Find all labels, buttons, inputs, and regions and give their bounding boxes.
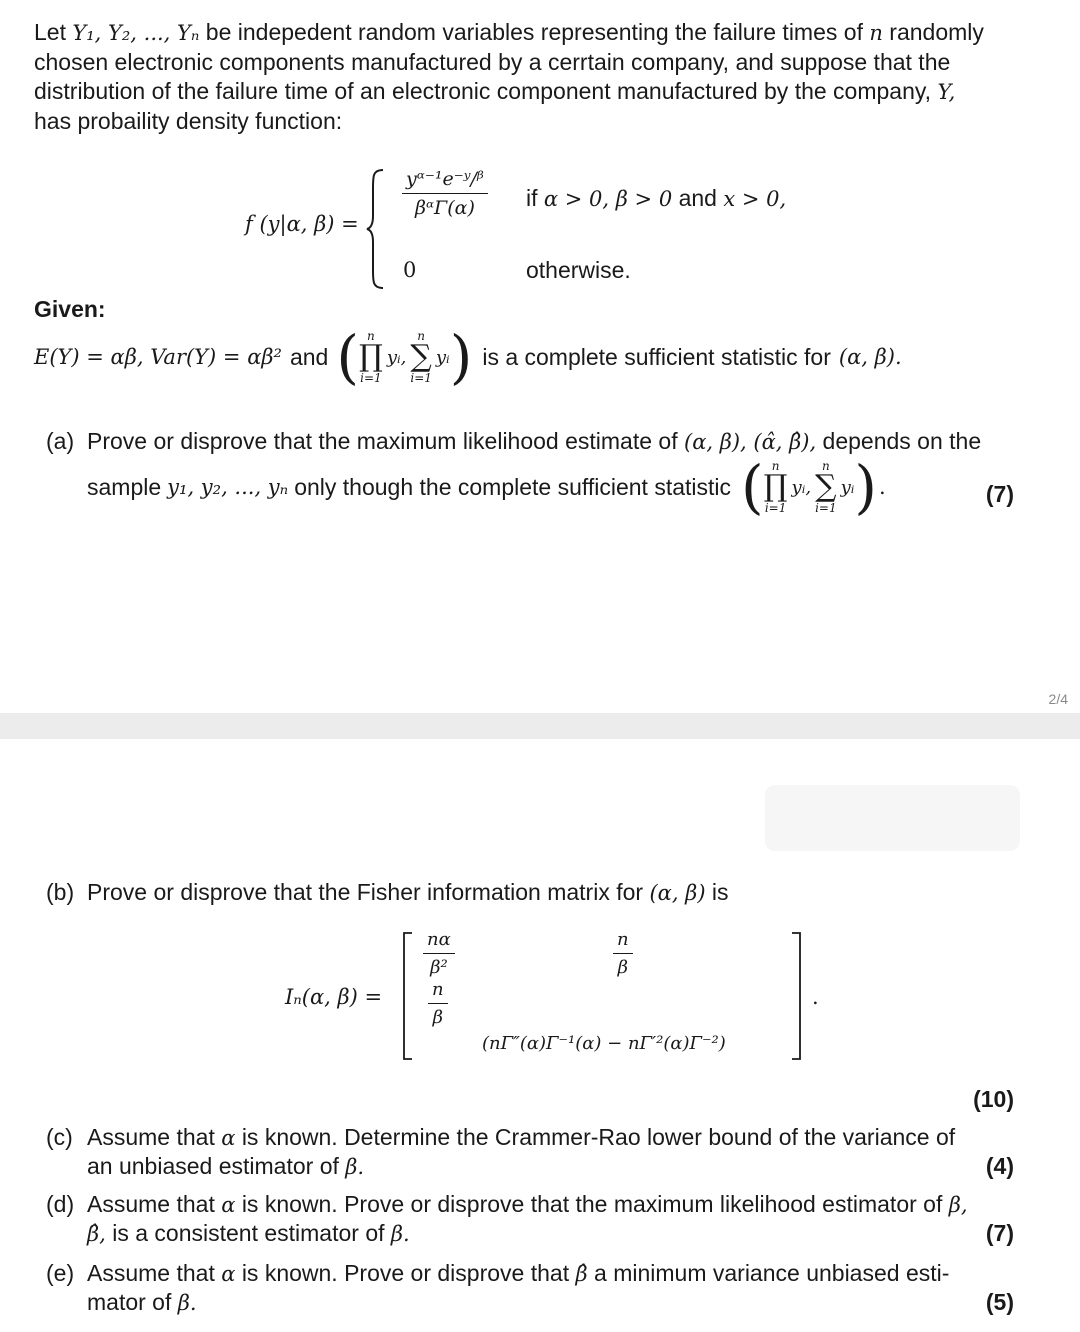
part-e-text: Assume that [87, 1260, 215, 1286]
part-b-label: (b) [46, 879, 75, 905]
sum-symbol: ∑ [815, 469, 837, 504]
matrix-m22: (nΓ″(α)Γ⁻¹(α) − nΓ′²(α)Γ⁻²) [482, 1033, 726, 1054]
part-d-text: is known. Prove or disprove that the maximum likelihood estimator of [241, 1191, 943, 1217]
prod-lower: i=1 [764, 501, 787, 515]
sum-argument: yᵢ [840, 476, 855, 498]
part-c-line-1 [87, 1124, 955, 1151]
alpha-math: α [221, 1193, 236, 1217]
prod-symbol: ∏ [358, 339, 383, 374]
variables-math: Y₁, Y₂, ..., Yₙ [72, 21, 200, 45]
params-math: (α, β). [838, 345, 902, 369]
intro-text: Let [34, 19, 66, 45]
m12-denominator: β [617, 957, 628, 978]
m21-denominator: β [432, 1007, 443, 1028]
left-paren: ( [336, 323, 359, 391]
prod-upper: n [771, 459, 780, 473]
pdf-denominator: βᵅΓ(α) [414, 197, 475, 219]
part-c-text: an unbiased estimator of [87, 1153, 339, 1179]
sum-lower: i=1 [410, 371, 432, 385]
sum-upper: n [417, 329, 425, 343]
beta-hat-math: β̂ [575, 1262, 588, 1286]
intro-text: distribution of the failure time of an electronic component manufactured by the company, [34, 78, 932, 104]
Y-math: Y, [937, 80, 956, 104]
pdf-case-2-value: 0 [403, 258, 417, 282]
n-math: n [869, 21, 883, 45]
part-d-label: (d) [46, 1191, 75, 1217]
pdf-fraction [402, 168, 488, 219]
product-operator [359, 330, 383, 384]
part-d-line-1 [87, 1191, 968, 1218]
alpha-math: α [221, 1262, 236, 1286]
prod-argument: yᵢ, [386, 346, 407, 368]
intro-line-3 [34, 77, 1024, 107]
sum-symbol: ∑ [410, 339, 432, 374]
beta-math: β. [177, 1291, 197, 1315]
pdf-lhs: f (y|α, β) = [245, 212, 359, 236]
cond-math: α > 0, β > 0 [543, 187, 673, 211]
cond-text: and [678, 185, 717, 211]
sum-operator [410, 330, 432, 384]
beta-hat-math: β̂, [87, 1222, 106, 1246]
given-tail-text: is a complete sufficient statistic for [482, 343, 831, 370]
part-e-line-2 [87, 1289, 197, 1316]
beta-math: β. [345, 1155, 365, 1179]
alpha-math: α [221, 1126, 236, 1150]
params-math: (α, β) [649, 881, 706, 905]
sum-operator [815, 460, 837, 514]
beta-math: β. [390, 1222, 410, 1246]
right-paren: ) [854, 453, 878, 521]
part-e-marks: (5) [985, 1289, 1014, 1315]
part-c-marks: (4) [985, 1153, 1014, 1179]
product-operator [764, 460, 788, 514]
prod-symbol: ∏ [763, 469, 788, 504]
part-d-line-2 [87, 1220, 410, 1247]
matrix-m12 [613, 929, 633, 978]
given-label: Given: [34, 296, 106, 322]
left-paren: ( [741, 453, 764, 521]
cond-math: x > 0, [723, 187, 787, 211]
intro-text: be indepedent random variables representing the failure times of [205, 19, 863, 45]
part-a-text: depends on the [822, 428, 982, 454]
intro-text: randomly [889, 19, 984, 45]
prod-lower: i=1 [360, 371, 382, 385]
m21-numerator: n [428, 979, 448, 1004]
m12-numerator: n [613, 929, 633, 954]
part-a-text: only though the complete sufficient statistic [294, 473, 732, 500]
fisher-lhs: Iₙ(α, β) = [285, 985, 383, 1009]
m11-numerator: nα [423, 929, 455, 954]
part-e-label: (e) [46, 1260, 75, 1286]
part-e-line-1 [87, 1260, 949, 1287]
m11-denominator: β² [430, 957, 448, 978]
intro-line-4: has probaility density function: [34, 108, 343, 134]
matrix-m21 [428, 979, 448, 1028]
part-b-sentence: is [711, 879, 729, 905]
part-c-label: (c) [46, 1124, 73, 1150]
page-indicator: 2/4 [1048, 691, 1068, 707]
pdf-case-2-condition: otherwise. [526, 257, 631, 283]
page-separator [0, 713, 1080, 739]
part-d-marks: (7) [985, 1220, 1014, 1246]
prod-upper: n [367, 329, 375, 343]
and-text: and [289, 343, 329, 370]
part-e-text: a minimum variance unbiased esti- [594, 1260, 950, 1286]
sum-argument: yᵢ [435, 346, 450, 368]
intro-paragraph [34, 18, 1024, 136]
part-e-text: is known. Prove or disprove that [241, 1260, 570, 1286]
moments-math: E(Y) = αβ, Var(Y) = αβ² [34, 345, 282, 369]
prod-argument: yᵢ, [791, 476, 812, 498]
part-b-sentence: Prove or disprove that the Fisher information matrix for [87, 879, 644, 905]
pdf-condition-1 [526, 185, 786, 212]
part-a-text: Prove or disprove that the maximum likelihood estimate of [87, 428, 678, 454]
part-c-line-2 [87, 1153, 364, 1180]
part-a-math: (α, β), (α̂, β̂), [684, 430, 817, 454]
part-c-text: is known. Determine the Crammer-Rao lower bound of the variance of [241, 1124, 956, 1150]
part-a-line-1 [87, 428, 981, 455]
part-a-text: sample [87, 473, 162, 500]
intro-line-2: chosen electronic components manufactured by a cerrtain company, and suppose that the [34, 49, 951, 75]
part-b-marks: (10) [973, 1086, 1014, 1112]
part-d-text: Assume that [87, 1191, 215, 1217]
part-a-line-2: sample y₁, y₂, ..., yₙ only though the complete sufficient statistic ( n ∏ i=1 yᵢ, n ∑ i=1 yᵢ ) . [87, 453, 886, 521]
cond-text: if [526, 185, 538, 211]
part-e-text: mator of [87, 1289, 172, 1315]
part-b-text [87, 879, 729, 906]
part-d-text: is a consistent estimator of [112, 1220, 385, 1246]
right-paren: ) [449, 323, 473, 391]
part-c-text: Assume that [87, 1124, 215, 1150]
sum-lower: i=1 [815, 501, 837, 515]
beta-math: β, [948, 1193, 968, 1217]
left-brace-icon [365, 168, 387, 290]
part-a-marks: (7) [985, 481, 1014, 507]
faded-overlay [765, 785, 1020, 851]
sum-upper: n [821, 459, 830, 473]
sample-math: y₁, y₂, ..., yₙ [167, 475, 289, 499]
matrix-m11 [423, 929, 455, 978]
given-statement [34, 323, 902, 391]
intro-line-1 [34, 18, 1024, 48]
part-a-label: (a) [46, 428, 75, 454]
pdf-numerator: yᵅ⁻¹e⁻ʸ/ᵝ [402, 168, 488, 194]
